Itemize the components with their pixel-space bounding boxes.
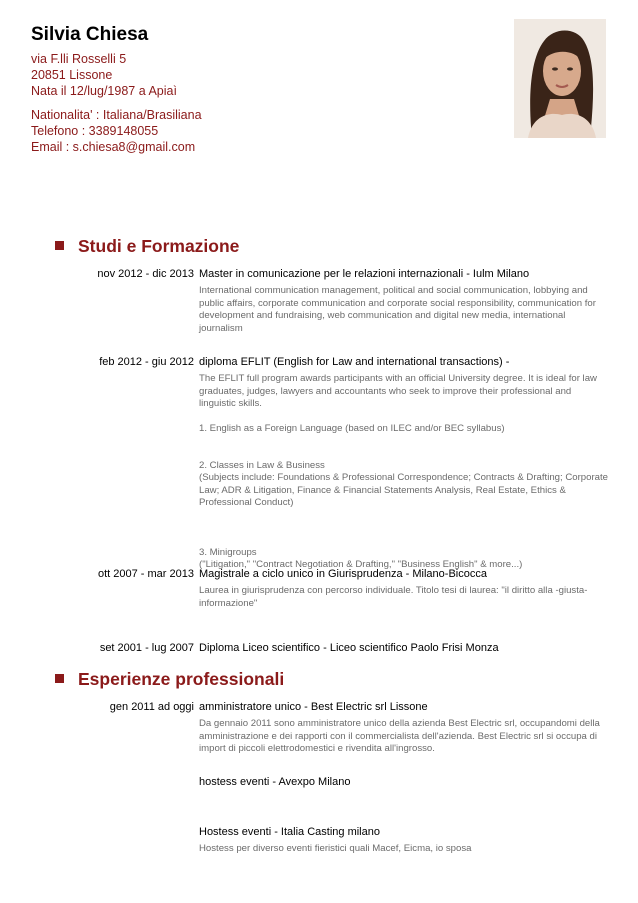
address-line-2: 20851 Lissone	[31, 68, 113, 82]
entry-description: Da gennaio 2011 sono amministratore unico della azienda Best Electric srl, occupandomi della amministrazione e dei rapporti con il commercialista dell'azienda. Best Electric srl si occupa di import di piccoli elettrodomestici e rivendita all'ingrosso.	[199, 718, 600, 755]
entry-title: amministratore unico - Best Electric srl Lissone	[199, 701, 428, 713]
entry-title: diploma EFLIT (English for Law and international transactions) -	[199, 356, 510, 368]
entry-date: feb 2012 - giu 2012	[99, 356, 194, 368]
entry-date: set 2001 - lug 2007	[99, 642, 194, 654]
square-bullet-icon	[55, 674, 64, 683]
entry-description: International communication management, political and social communication, lobbying and public affairs, corporate communication and corporate social responsibility, communication for development and fundraising, web communication and digital new media, international journalism	[199, 285, 596, 334]
entry-description: 1. English as a Foreign Language (based on ILEC and/or BEC syllabus)	[199, 423, 505, 434]
entry-description: 2. Classes in Law & Business (Subjects include: Foundations & Professional Correspondence; Contracts & Drafting; Corporate Law; ADR & Litigation, Finance & Financial Statements Analysis, Real Estate, Ethics & Professional Conduct)	[199, 459, 609, 509]
birth-info: Nata il 12/lug/1987 a Apiaì	[31, 84, 177, 98]
entry-title: hostess eventi - Avexpo Milano	[199, 776, 351, 788]
nationality: Nationalita' : Italiana/Brasiliana	[31, 108, 202, 122]
square-bullet-icon	[55, 241, 64, 250]
entry-date: ott 2007 - mar 2013	[97, 568, 194, 580]
address-line-1: via F.lli Rosselli 5	[31, 52, 127, 66]
entry-title: Master in comunicazione per le relazioni internazionali - Iulm Milano	[199, 268, 530, 280]
entry-date: gen 2011 ad oggi	[109, 701, 194, 713]
entry-date: nov 2012 - dic 2013	[97, 268, 194, 280]
email: Email : s.chiesa8@gmail.com	[31, 140, 196, 154]
experience-heading: Esperienze professionali	[55, 669, 284, 690]
entry-title: Magistrale a ciclo unico in Giurisprudenza - Milano-Bicocca	[199, 568, 487, 580]
entry-title: Hostess eventi - Italia Casting milano	[199, 826, 380, 838]
education-heading: Studi e Formazione	[55, 236, 239, 257]
entry-description: Hostess per diverso eventi fieristici quali Macef, Eicma, io sposa	[199, 843, 472, 854]
entry-description: The EFLIT full program awards participants with an official University degree. It is ideal for law graduates, judges, lawyers and accountants who seek to improve their professional and linguistic skills.	[199, 373, 597, 410]
profile-photo	[514, 19, 606, 138]
entry-title: Diploma Liceo scientifico - Liceo scientifico Paolo Frisi Monza	[199, 642, 499, 654]
phone: Telefono : 3389148055	[31, 124, 159, 138]
candidate-name: Silvia Chiesa	[31, 24, 149, 45]
entry-description: 3. Minigroups ("Litigation," "Contract Negotiation & Drafting," "Business English" & more...)	[199, 546, 523, 571]
entry-description: Laurea in giurisprudenza con percorso individuale. Titolo tesi di laurea: "il diritto alla -giusta- informazione"	[199, 585, 588, 609]
